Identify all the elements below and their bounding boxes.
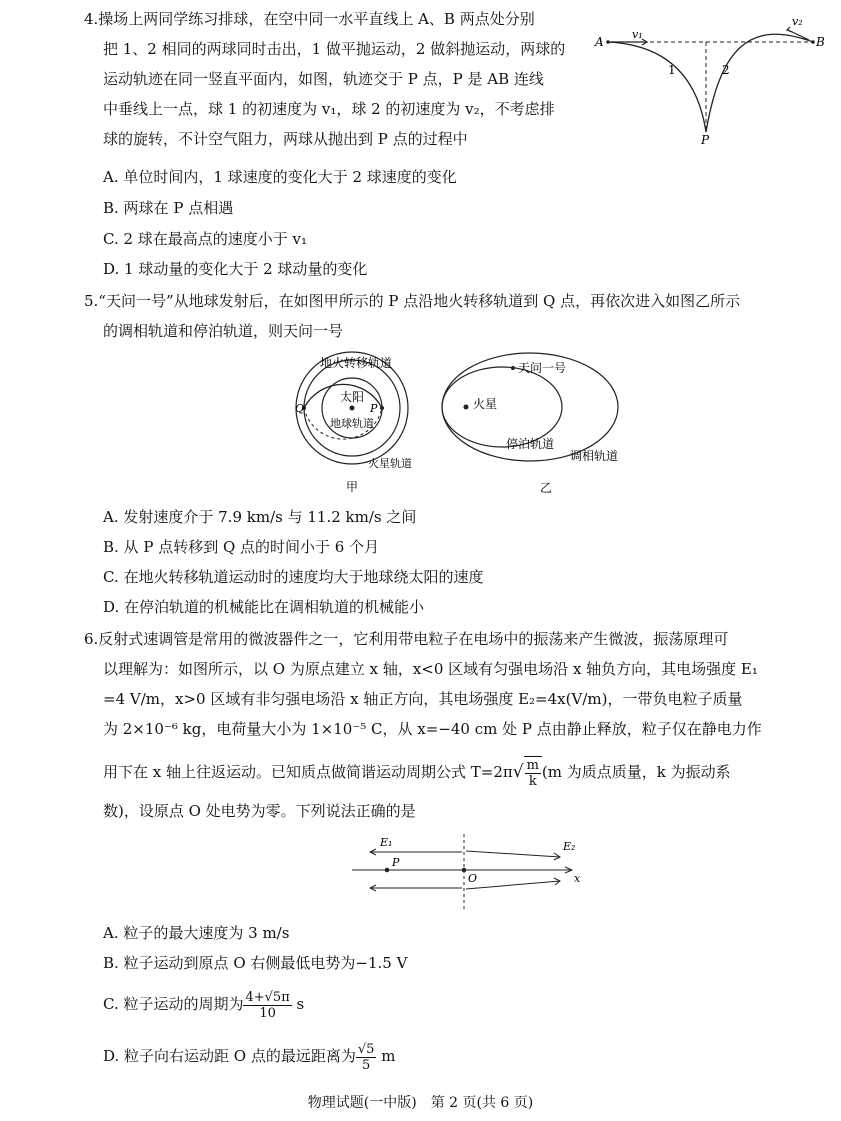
q6-figure [350,830,590,912]
q5-figure-jia [282,345,432,495]
q6-option-c-text: C. 粒子运动的周期为 [103,995,244,1013]
jia-label-q: Q [295,402,305,415]
q6-line-5 [103,756,731,789]
jia-label-earth-orbit: 地球轨道 [330,417,374,430]
q6-option-c-denominator: 10 [259,1005,276,1021]
yi-caption: 乙 [540,481,553,495]
page-footer: 物理试题(一中版) 第 2 页(共 6 页) [307,1095,534,1111]
q4-line-2: 把 1、2 相同的两球同时击出，1 做平抛运动，2 做斜抛运动，两球的 [103,40,566,58]
q6-line-6: 数)，设原点 O 处电势为零。下列说法正确的是 [103,802,416,820]
q4-label-curve-2: 2 [722,63,730,77]
q6-option-d-numerator: √5 [357,1041,375,1057]
jia-label-p: P [370,402,378,415]
jia-label-mars-orbit: 火星轨道 [368,457,412,470]
q6-line-5-text: 用下在 x 轴上往返运动。已知质点做简谐运动周期公式 T=2π [103,763,513,781]
q4-line-1: 4.操场上两同学练习排球，在空中同一水平直线上 A、B 两点处分别 [84,10,535,28]
q6-label-x: x [574,872,581,885]
q4-option-b: B. 两球在 P 点相遇 [103,199,234,217]
q5-option-a: A. 发射速度介于 7.9 km/s 与 11.2 km/s 之间 [103,508,417,526]
period-formula-sqrt: √ [512,762,524,782]
q6-option-d-denominator: 5 [362,1057,371,1073]
q6-option-c-unit: s [291,995,305,1013]
q6-option-d-text: D. 粒子向右运动距 O 点的最远距离为 [103,1047,356,1065]
q5-option-b: B. 从 P 点转移到 Q 点的时间小于 6 个月 [103,538,380,556]
q6-label-o: O [468,872,478,885]
q6-label-e1: E₁ [380,836,393,849]
q4-figure [595,10,828,150]
q4-option-c: C. 2 球在最高点的速度小于 v₁ [103,230,308,248]
jia-label-sun: 太阳 [340,390,365,404]
q5-line-1: 5.“天问一号”从地球发射后，在如图甲所示的 P 点沿地火转移轨道到 Q 点，再依次进入如图乙所示 [84,292,741,310]
q6-line-2: 以理解为：如图所示，以 O 为原点建立 x 轴，x<0 区域有匀强电场沿 x 轴负方向，其电场强度 E₁ [103,660,758,678]
q6-label-p: P [392,856,400,869]
q4-label-v2: v₂ [792,15,803,28]
q6-line-3: =4 V/m，x>0 区域有非匀强电场沿 x 轴正方向，其电场强度 E₂=4x(V/m)，一带负电粒子质量 [103,690,743,708]
q5-line-2: 的调相轨道和停泊轨道，则天问一号 [103,322,344,340]
q4-line-5: 球的旋转，不计空气阻力，两球从抛出到 P 点的过程中 [103,130,468,148]
q4-label-v1: v₁ [632,28,643,41]
q6-option-c [103,986,304,1022]
q4-label-p: P [701,133,710,147]
q6-line-5-tail: (m 为质点质量，k 为振动系 [541,763,731,781]
q5-figure-yi [432,350,632,500]
period-formula-radicand [524,756,542,789]
q4-line-3: 运动轨迹在同一竖直平面内，如图，轨迹交于 P 点，P 是 AB 连线 [103,70,544,88]
jia-label-transfer-orbit: 地火转移轨道 [320,356,393,370]
q4-label-b: B [816,35,825,49]
q6-line-4: 为 2×10⁻⁶ kg，电荷量大小为 1×10⁻⁵ C，从 x=−40 cm 处 P 点由静止释放，粒子仅在静电力作 [103,720,762,738]
q5-option-c: C. 在地火转移轨道运动时的速度均大于地球绕太阳的速度 [103,568,484,586]
yi-label-phasing-orbit: 调相轨道 [570,449,619,463]
q4-option-d: D. 1 球动量的变化大于 2 球动量的变化 [103,260,368,278]
q6-option-c-numerator: 4+√5π [245,989,290,1005]
q4-option-a: A. 单位时间内，1 球速度的变化大于 2 球速度的变化 [103,168,457,186]
q4-label-curve-1: 1 [668,63,676,77]
yi-label-parking-orbit: 停泊轨道 [506,437,555,451]
q5-option-d: D. 在停泊轨道的机械能比在调相轨道的机械能小 [103,598,425,616]
q6-line-1: 6.反射式速调管是常用的微波器件之一，它利用带电粒子在电场中的振荡来产生微波，振荡原理可 [84,630,729,648]
jia-caption: 甲 [346,480,359,494]
q4-label-a: A [595,35,604,49]
q6-option-d [103,1038,395,1074]
period-formula-denominator: k [528,773,537,789]
q6-option-a: A. 粒子的最大速度为 3 m/s [103,924,290,942]
q6-label-e2: E₂ [563,840,576,853]
q6-option-b: B. 粒子运动到原点 O 右侧最低电势为−1.5 V [103,954,408,972]
yi-label-probe: 天问一号 [518,361,567,375]
q6-option-d-unit: m [376,1047,396,1065]
q4-line-4: 中垂线上一点，球 1 的初速度为 v₁，球 2 的初速度为 v₂，不考虑排 [103,100,555,118]
yi-label-mars: 火星 [473,397,498,411]
period-formula-numerator: m [526,757,539,773]
